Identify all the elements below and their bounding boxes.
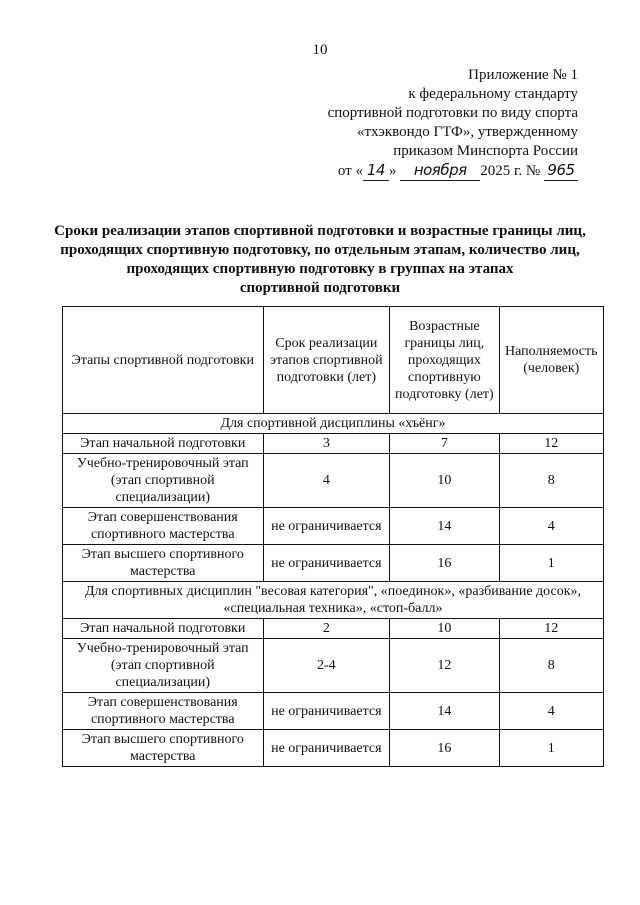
duration-cell: не ограничивается (263, 508, 390, 545)
stage-cell: Учебно-тренировочный этап (этап спортивной специализации) (63, 454, 264, 508)
section-row (63, 582, 604, 619)
duration-cell: не ограничивается (263, 545, 390, 582)
order-sep: » (388, 163, 397, 179)
stage-cell: Этап совершенствования спортивного мастерства (63, 693, 264, 730)
size-cell: 12 (499, 434, 603, 454)
age-cell: 10 (390, 619, 499, 639)
stage-cell: Этап начальной подготовки (63, 619, 264, 639)
table-row (63, 693, 604, 730)
order-day-handwritten: 14 (363, 161, 389, 181)
duration-cell: не ограничивается (263, 730, 390, 767)
section-title: Для спортивных дисциплин "весовая категория", «поединок», «разбивание досок», «специальная техника», «стоп-балл» (63, 582, 604, 619)
appendix-line: «тхэквондо ГТФ», утвержденному (357, 124, 578, 140)
header-group-size: Наполняемость (человек) (499, 307, 603, 414)
document-title (40, 222, 600, 298)
duration-cell: 2-4 (263, 639, 390, 693)
size-cell: 1 (499, 545, 603, 582)
order-month-handwritten: ноября (400, 161, 480, 181)
title-line: спортивной подготовки (239, 280, 401, 296)
duration-cell: 4 (263, 454, 390, 508)
age-cell: 7 (390, 434, 499, 454)
age-cell: 16 (390, 545, 499, 582)
table-row (63, 545, 604, 582)
section-row (63, 414, 604, 434)
header-stages: Этапы спортивной подготовки (63, 307, 264, 414)
stage-cell: Этап высшего спортивного мастерства (63, 730, 264, 767)
age-cell: 10 (390, 454, 499, 508)
table-row (63, 730, 604, 767)
table-row (63, 454, 604, 508)
stage-cell: Этап начальной подготовки (63, 434, 264, 454)
title-line: проходящих спортивную подготовку в группах на этапах (126, 261, 514, 277)
section-title: Для спортивной дисциплины «хъёнг» (63, 414, 604, 434)
stage-cell: Этап совершенствования спортивного мастерства (63, 508, 264, 545)
size-cell: 1 (499, 730, 603, 767)
size-cell: 12 (499, 619, 603, 639)
order-year: 2025 г. № (480, 163, 541, 179)
stage-cell: Учебно-тренировочный этап (этап спортивной специализации) (63, 639, 264, 693)
table-row (63, 619, 604, 639)
appendix-line: приказом Минспорта России (393, 143, 578, 159)
age-cell: 14 (390, 508, 499, 545)
stages-table (62, 306, 604, 767)
order-prefix: от « (337, 163, 363, 179)
header-duration: Срок реализации этапов спортивной подготовки (лет) (263, 307, 390, 414)
stage-cell: Этап высшего спортивного мастерства (63, 545, 264, 582)
appendix-line: к федеральному стандарту (408, 86, 578, 102)
appendix-line: Приложение № 1 (468, 67, 578, 83)
size-cell: 8 (499, 639, 603, 693)
table-row (63, 434, 604, 454)
header-age-limits: Возрастные границы лиц, проходящих спортивную подготовку (лет) (390, 307, 499, 414)
appendix-line: спортивной подготовки по виду спорта (327, 105, 578, 121)
size-cell: 4 (499, 508, 603, 545)
age-cell: 12 (390, 639, 499, 693)
size-cell: 4 (499, 693, 603, 730)
appendix-block (278, 66, 578, 181)
page-number: 10 (312, 42, 328, 58)
order-date-line (278, 161, 578, 181)
age-cell: 16 (390, 730, 499, 767)
duration-cell: 3 (263, 434, 390, 454)
duration-cell: 2 (263, 619, 390, 639)
title-line: Сроки реализации этапов спортивной подготовки и возрастные границы лиц, (54, 223, 586, 239)
title-line: проходящих спортивную подготовку, по отдельным этапам, количество лиц, (60, 242, 580, 258)
order-number-handwritten: 965 (544, 161, 578, 181)
duration-cell: не ограничивается (263, 693, 390, 730)
age-cell: 14 (390, 693, 499, 730)
table-header-row (63, 307, 604, 414)
table-row (63, 508, 604, 545)
table-row (63, 639, 604, 693)
size-cell: 8 (499, 454, 603, 508)
